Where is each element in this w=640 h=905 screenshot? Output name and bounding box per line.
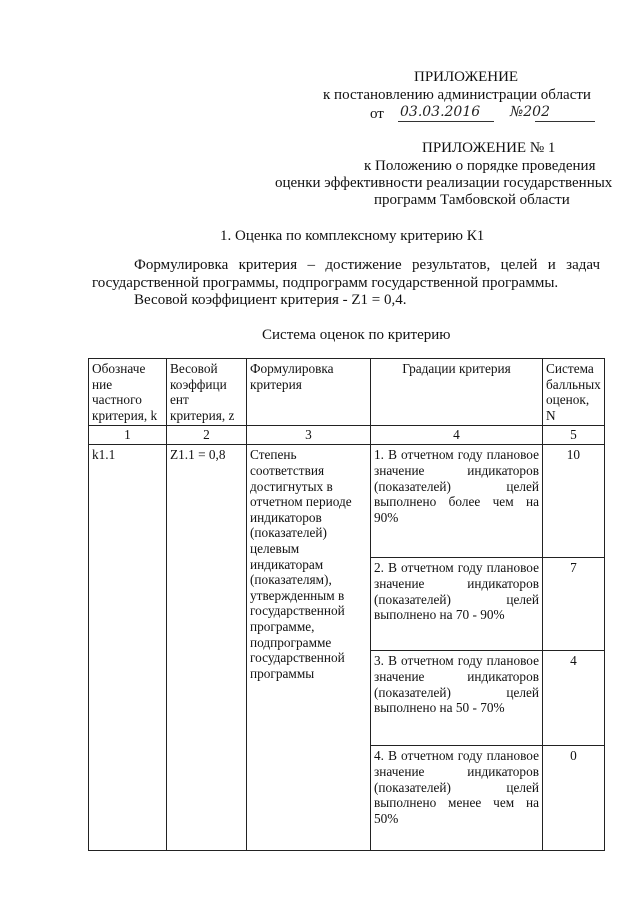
header-gradations: Градации критерия (371, 359, 543, 426)
col-num: 2 (167, 426, 247, 445)
cell-formulation: Степень соответствия достигнутых в отчетном периоде индикаторов (показателей) целевым индикаторам (показателям), утвержденным в государственной программе, подпрограмме государственной программы (247, 445, 371, 851)
cell-z: Z1.1 = 0,8 (167, 445, 247, 851)
col-num: 5 (543, 426, 605, 445)
col-num: 4 (371, 426, 543, 445)
cell-score-1: 10 (543, 445, 605, 558)
header-formulation: Формулировка критерия (247, 359, 371, 426)
annex-date: 03.03.2016 (400, 104, 481, 120)
cell-score-3: 4 (543, 651, 605, 746)
column-number-row (89, 426, 605, 445)
annex1-line3: оценки эффективности реализации государственных (275, 175, 613, 191)
header-scores: Система балльных оценок, N (543, 359, 605, 426)
annex-title: ПРИЛОЖЕНИЕ (414, 69, 519, 85)
header-z: Весовой коэффици ент критерия, z (167, 359, 247, 426)
header-k: Обозначе ние частного критерия, k (89, 359, 167, 426)
table-caption: Система оценок по критерию (262, 327, 451, 343)
cell-gradation-2: 2. В отчетном году плановое значение индикаторов (показателей) целей выполнено на 70 - 90% (371, 558, 543, 651)
date-underline (398, 121, 494, 122)
table-header-row (89, 359, 605, 426)
criteria-table (88, 358, 605, 851)
criterion-formulation-paragraph: Формулировка критерия – достижение результатов, целей и задач государственной программы, подпрограмм государственной программы. (92, 257, 600, 291)
cell-gradation-3: 3. В отчетном году плановое значение индикаторов (показателей) целей выполнено на 50 - 70% (371, 651, 543, 746)
annex1-line2: к Положению о порядке проведения (364, 158, 596, 174)
col-num: 3 (247, 426, 371, 445)
cell-gradation-1: 1. В отчетном году плановое значение индикаторов (показателей) целей выполнено более чем на 90% (371, 445, 543, 558)
annex-number: №202 (510, 104, 550, 120)
weight-coefficient-paragraph: Весовой коэффициент критерия - Z1 = 0,4. (134, 292, 407, 308)
annex1-line4: программ Тамбовской области (374, 192, 570, 208)
cell-gradation-4: 4. В отчетном году плановое значение индикаторов (показателей) целей выполнено менее чем на 50% (371, 746, 543, 851)
annex-subtitle: к постановлению администрации области (323, 87, 591, 103)
cell-score-2: 7 (543, 558, 605, 651)
table-row (89, 445, 605, 558)
cell-k: k1.1 (89, 445, 167, 851)
cell-score-4: 0 (543, 746, 605, 851)
number-underline (535, 121, 595, 122)
annex-from-label: от (370, 106, 384, 122)
section-heading: 1. Оценка по комплексному критерию К1 (220, 228, 485, 244)
col-num: 1 (89, 426, 167, 445)
annex1-title: ПРИЛОЖЕНИЕ № 1 (422, 140, 556, 156)
